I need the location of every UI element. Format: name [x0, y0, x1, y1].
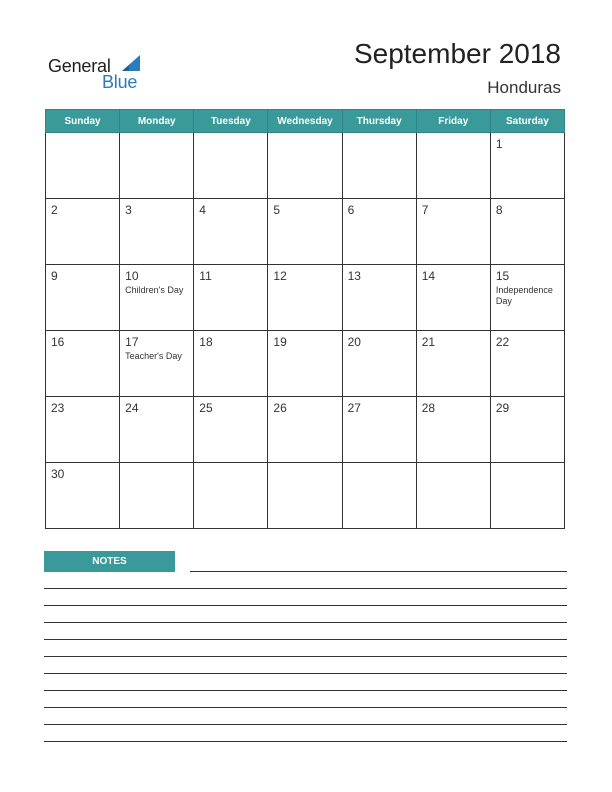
day-cell [194, 397, 268, 463]
holiday-event: Teacher's Day [125, 351, 182, 361]
day-number: 20 [347, 335, 361, 349]
day-cell [120, 199, 194, 265]
weekday-header: Monday [120, 110, 194, 133]
logo-general-text: General [48, 56, 111, 76]
country-subtitle: Honduras [487, 78, 561, 97]
day-number: 19 [273, 335, 287, 349]
day-number: 5 [273, 203, 281, 217]
day-number: 4 [199, 203, 206, 217]
day-cell [490, 463, 564, 529]
day-cell [268, 463, 342, 529]
logo-blue-text: Blue [102, 72, 138, 92]
day-cell [342, 265, 416, 331]
week-row [46, 199, 565, 265]
day-cell [46, 463, 120, 529]
day-cell [490, 133, 564, 199]
day-cell [416, 463, 490, 529]
weekday-header: Wednesday [268, 110, 342, 133]
day-number: 17 [125, 335, 139, 349]
day-cell [342, 331, 416, 397]
weekday-header: Thursday [342, 110, 416, 133]
day-cell [120, 331, 194, 397]
day-cell [416, 331, 490, 397]
notes-line [44, 724, 567, 725]
week-row [46, 397, 565, 463]
day-number: 28 [421, 401, 436, 415]
day-cell [342, 199, 416, 265]
holiday-event: Independence Day [495, 285, 553, 306]
day-cell [194, 199, 268, 265]
day-cell [416, 265, 490, 331]
weekday-header: Sunday [46, 110, 120, 133]
day-cell [268, 199, 342, 265]
notes-line [44, 656, 567, 657]
day-number: 9 [51, 269, 58, 283]
day-cell [268, 397, 342, 463]
notes-line [44, 707, 567, 708]
day-number: 10 [125, 269, 139, 283]
week-row [46, 463, 565, 529]
day-cell [342, 463, 416, 529]
calendar-body [46, 133, 565, 529]
page-title: September 2018 [353, 38, 561, 69]
day-number: 18 [199, 335, 213, 349]
day-cell [194, 265, 268, 331]
notes-line [44, 690, 567, 691]
holiday-event: Children's Day [125, 285, 184, 295]
day-number: 23 [51, 401, 65, 415]
day-cell [194, 463, 268, 529]
day-number: 3 [125, 203, 132, 217]
day-number: 30 [51, 467, 65, 481]
day-number: 11 [199, 269, 212, 283]
day-cell [46, 199, 120, 265]
day-number: 16 [51, 335, 65, 349]
day-number: 12 [273, 269, 287, 283]
day-number: 24 [125, 401, 139, 415]
notes-line [44, 673, 567, 674]
day-cell [120, 397, 194, 463]
day-cell [268, 331, 342, 397]
day-cell [120, 265, 194, 331]
day-number: 25 [199, 401, 213, 415]
week-row [46, 331, 565, 397]
day-number: 6 [347, 203, 355, 217]
day-cell [416, 133, 490, 199]
day-cell [194, 331, 268, 397]
notes-line [44, 588, 567, 589]
day-number: 26 [273, 401, 287, 415]
day-cell [490, 199, 564, 265]
weekday-header: Friday [416, 110, 490, 133]
week-row [46, 265, 565, 331]
day-number: 29 [495, 401, 510, 415]
day-cell [416, 397, 490, 463]
notes-line [44, 639, 567, 640]
day-number: 22 [495, 335, 510, 349]
logo-triangle-icon [120, 54, 142, 72]
day-number: 27 [347, 401, 361, 415]
day-cell [416, 199, 490, 265]
day-cell [490, 331, 564, 397]
day-cell [46, 397, 120, 463]
calendar-grid [45, 109, 565, 529]
day-cell [268, 133, 342, 199]
day-number: 1 [495, 137, 503, 151]
day-number: 15 [495, 269, 510, 283]
weekday-header-row [46, 110, 565, 133]
day-cell [268, 265, 342, 331]
notes-line [44, 622, 567, 623]
notes-line [44, 741, 567, 742]
day-cell [46, 265, 120, 331]
day-cell [490, 397, 564, 463]
day-cell [342, 133, 416, 199]
day-cell [342, 397, 416, 463]
day-number: 7 [421, 203, 429, 217]
day-number: 14 [421, 269, 436, 283]
day-number: 21 [421, 335, 436, 349]
week-row [46, 133, 565, 199]
day-cell [120, 133, 194, 199]
day-number: 8 [495, 203, 503, 217]
weekday-header: Saturday [490, 110, 564, 133]
notes-line [190, 571, 567, 572]
day-cell [120, 463, 194, 529]
logo [48, 52, 148, 92]
day-number: 2 [51, 203, 58, 217]
day-cell [46, 133, 120, 199]
notes-label: NOTES [44, 551, 175, 572]
notes-line [44, 605, 567, 606]
day-cell [46, 331, 120, 397]
weekday-header: Tuesday [194, 110, 268, 133]
day-cell [490, 265, 564, 331]
day-number: 13 [347, 269, 361, 283]
day-cell [194, 133, 268, 199]
